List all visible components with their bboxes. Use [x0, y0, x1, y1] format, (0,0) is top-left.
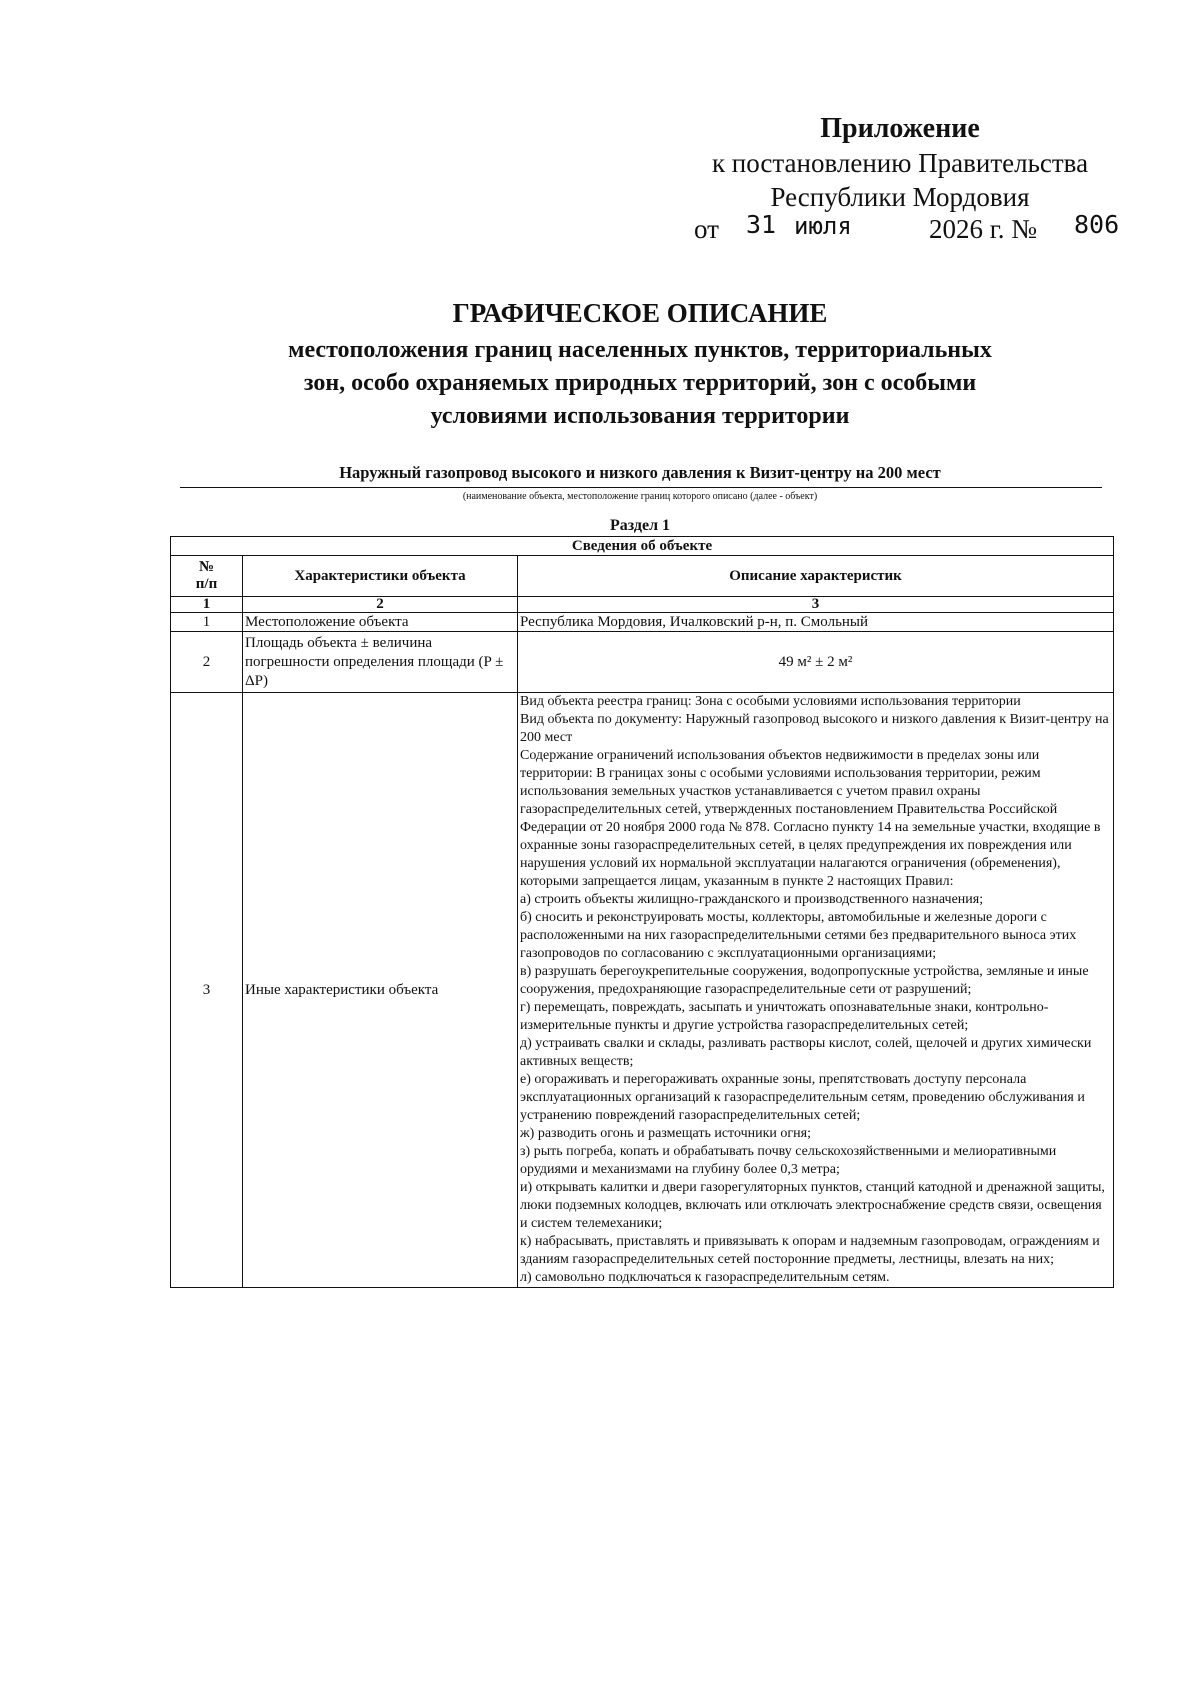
table-header-row — [171, 556, 1114, 597]
description-line: Содержание ограничений использования объектов недвижимости в пределах зоны или территории: В границах зоны с особыми условиями использования территории, режим использования земельных участков устанавливается с учетом правил охраны газораспределительных сетей, утвержденных постановлением Правительства Российской Федерации от 20 ноября 2000 года № 878. Согласно пункту 14 на земельные участки, входящие в охранные зоны газораспределительных сетей, в целях предупреждения их повреждения или нарушения условий их нормальной эксплуатации налагаются ограничения (обременения), которыми запрещается лицам, указанным в пункте 2 настоящих Правил: — [520, 748, 1101, 889]
table-row — [171, 693, 1114, 1288]
object-underline — [180, 487, 1102, 488]
title-sub-line-3: условиями использования территории — [430, 403, 850, 429]
table-row — [171, 632, 1114, 693]
date-prefix: от — [694, 214, 719, 244]
column-header-characteristic: Характеристики объекта — [243, 556, 518, 597]
row-number: 1 — [171, 613, 243, 632]
row-number: 3 — [171, 693, 243, 1288]
column-header-description: Описание характеристик — [518, 556, 1114, 597]
section-title: Раздел 1 — [609, 517, 671, 534]
description-line: л) самовольно подключаться к газораспределительным сетям. — [520, 1270, 890, 1285]
column-number-row — [171, 597, 1114, 613]
column-number-3: 3 — [518, 597, 1114, 613]
column-header-number: № п/п — [171, 556, 243, 597]
table-row — [171, 613, 1114, 632]
description-line: и) открывать калитки и двери газорегуляторных пунктов, станций катодной и дренажной защиты, люки подземных колодцев, включать или отключать электроснабжение средств связи, освещения и систем телемеханики; — [520, 1180, 1105, 1231]
description-line: з) рыть погреба, копать и обрабатывать почву сельскохозяйственными и мелиоративными орудиями и механизмами на глубину более 0,3 метра; — [520, 1144, 1057, 1177]
description-line: а) строить объекты жилищно-гражданского и производственного назначения; — [520, 892, 984, 907]
column-number-1: 1 — [171, 597, 243, 613]
description-line: к) набрасывать, приставлять и привязывать к опорам и надземным газопроводам, ограждениям и зданиям газораспределительных сетей посторонние предметы, лестницы, влезать на них; — [520, 1234, 1100, 1267]
title-subtitle — [160, 334, 1120, 433]
object-name: Наружный газопровод высокого и низкого давления к Визит-центру на 200 мест — [339, 463, 941, 482]
object-caption: (наименование объекта, местоположение границ которого описано (далее - объект) — [462, 491, 818, 502]
description-line: г) перемещать, повреждать, засыпать и уничтожать опознавательные знаки, контрольно-измерительные пункты и другие устройства газораспределительных сетей; — [520, 1000, 1049, 1033]
appendix-line-2: Республики Мордовия — [770, 182, 1030, 212]
row-description — [518, 693, 1114, 1288]
description-line: в) разрушать берегоукрепительные сооружения, водопропускные устройства, земляные и иные сооружения, предохраняющие газораспределительные сети от разрушений; — [520, 964, 1089, 997]
resolution-number: 806 — [1074, 210, 1120, 239]
description-line: е) огораживать и перегораживать охранные зоны, препятствовать доступу персонала эксплуатационных организаций к газораспределительным сетям, проведению обслуживания и устранению повреждений газораспределительных сетей; — [520, 1072, 1085, 1123]
date-year: 2026 г. № — [929, 214, 1038, 244]
row-characteristic: Местоположение объекта — [243, 613, 518, 632]
description-line: б) сносить и реконструировать мосты, коллекторы, автомобильные и железные дороги с расположенными на них газораспределительными сетями без предварительного выноса этих газопроводов по согласованию с эксплуатационными организациями; — [520, 910, 1077, 961]
description-line: Вид объекта реестра границ: Зона с особыми условиями использования территории — [520, 694, 1021, 709]
appendix-line-1: к постановлению Правительства — [711, 148, 1089, 178]
appendix-block — [690, 112, 1110, 214]
document-title — [160, 296, 1120, 433]
title-sub-line-2: зон, особо охраняемых природных территорий, зон с особыми — [303, 370, 977, 396]
row-characteristic: Иные характеристики объекта — [243, 693, 518, 1288]
description-line: ж) разводить огонь и размещать источники огня; — [520, 1126, 811, 1141]
table-heading: Сведения об объекте — [171, 537, 1114, 556]
object-info-table — [170, 536, 1114, 1288]
row-description: 49 м² ± 2 м² — [518, 632, 1114, 693]
title-main: ГРАФИЧЕСКОЕ ОПИСАНИЕ — [452, 298, 828, 328]
date-month: июля — [794, 212, 852, 240]
row-description: Республика Мордовия, Ичалковский р-н, п. Смольный — [518, 613, 1114, 632]
column-number-2: 2 — [243, 597, 518, 613]
row-number: 2 — [171, 632, 243, 693]
title-sub-line-1: местоположения границ населенных пунктов, территориальных — [288, 337, 992, 363]
description-line: д) устраивать свалки и склады, разливать растворы кислот, солей, щелочей и других химически активных веществ; — [520, 1036, 1092, 1069]
date-day: 31 — [746, 210, 777, 239]
row-characteristic: Площадь объекта ± величина погрешности определения площади (P ± ΔP) — [243, 632, 518, 693]
description-line: Вид объекта по документу: Наружный газопровод высокого и низкого давления к Визит-центру на 200 мест — [520, 712, 1109, 745]
appendix-heading: Приложение — [820, 113, 980, 144]
